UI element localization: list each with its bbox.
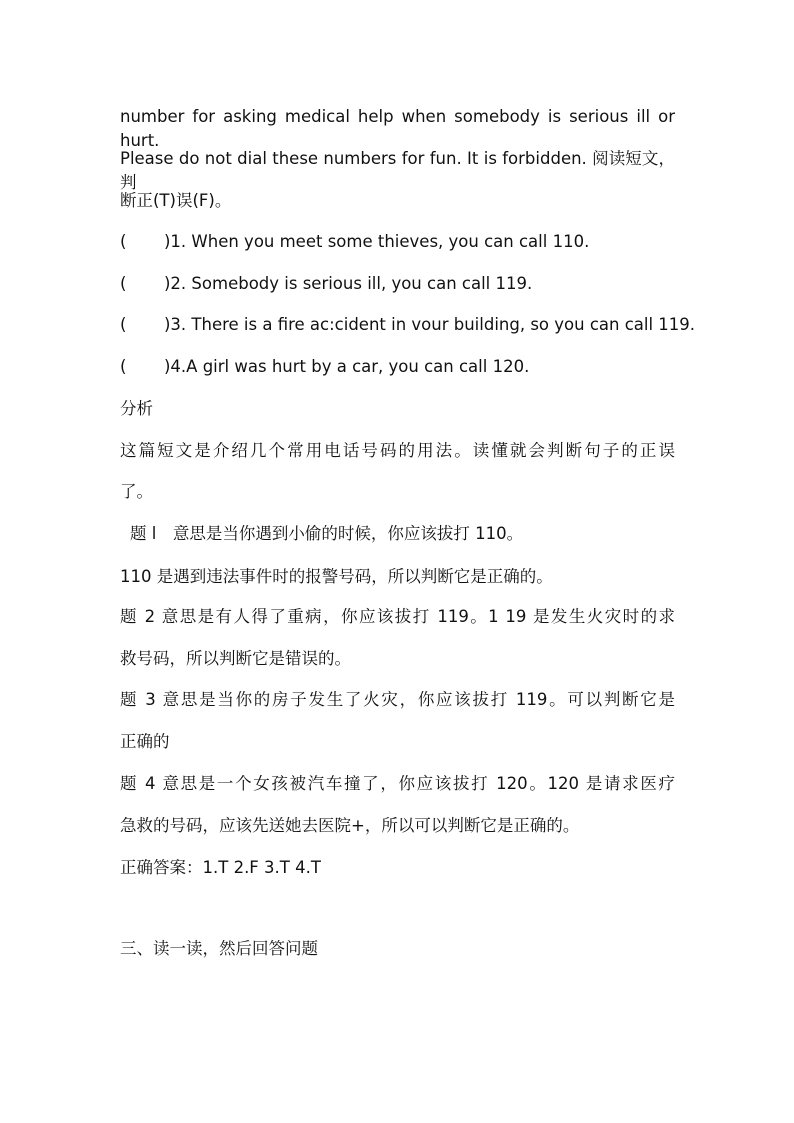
analysis-intro-line-2: 了。: [120, 482, 153, 501]
analysis-heading: 分析: [120, 399, 153, 418]
analysis-q3-line-2: 正确的: [120, 732, 170, 751]
question-4-text: )4.A girl was hurt by a car, you can call 120.: [164, 357, 530, 376]
passage-line-3: 断正(T)误(F)。: [120, 191, 232, 210]
question-2: [120, 272, 532, 296]
section-3-heading: 三、读一读，然后回答问题: [120, 939, 318, 958]
analysis-q4-line-2: 急救的号码，应该先送她去医院+，所以可以判断它是正确的。: [120, 816, 580, 835]
analysis-intro-line-1: 这篇短文是介绍几个常用电话号码的用法。读懂就会判断句子的正误: [120, 441, 675, 460]
answer-blank-3[interactable]: (: [120, 315, 127, 334]
question-4: [120, 355, 529, 379]
question-3-text: )3. There is a fire ac:cident in vour building, so you can call 119.: [164, 315, 696, 334]
analysis-q1-line-1: 题 l 意思是当你遇到小偷的时候，你应该拔打 110。: [130, 524, 524, 543]
passage-line-2: Please do not dial these numbers for fun. It is forbidden. 阅读短文，判: [120, 149, 675, 192]
question-1-text: )1. When you meet some thieves, you can call 110.: [164, 232, 590, 251]
question-3: [120, 313, 695, 337]
analysis-q4-line-1: 题 4 意思是一个女孩被汽车撞了，你应该拔打 120。120 是请求医疗: [120, 774, 675, 793]
analysis-q2-line-1: 题 2 意思是有人得了重病，你应该拔打 119。1 19 是发生火灾时的求: [120, 607, 675, 626]
answer-blank-2[interactable]: (: [120, 274, 127, 293]
answer-blank-1[interactable]: (: [120, 232, 127, 251]
correct-answer: 正确答案：1.T 2.F 3.T 4.T: [120, 858, 321, 877]
analysis-q1-line-2: 110 是遇到违法事件时的报警号码，所以判断它是正确的。: [120, 567, 553, 586]
passage-line-1: number for asking medical help when somebody is serious ill or hurt.: [120, 107, 675, 150]
question-2-text: )2. Somebody is serious ill, you can call 119.: [164, 274, 533, 293]
answer-blank-4[interactable]: (: [120, 357, 127, 376]
question-1: [120, 230, 589, 254]
analysis-q3-line-1: 题 3 意思是当你的房子发生了火灾，你应该拔打 119。可以判断它是: [120, 690, 675, 709]
analysis-q2-line-2: 救号码，所以判断它是错误的。: [120, 649, 351, 668]
